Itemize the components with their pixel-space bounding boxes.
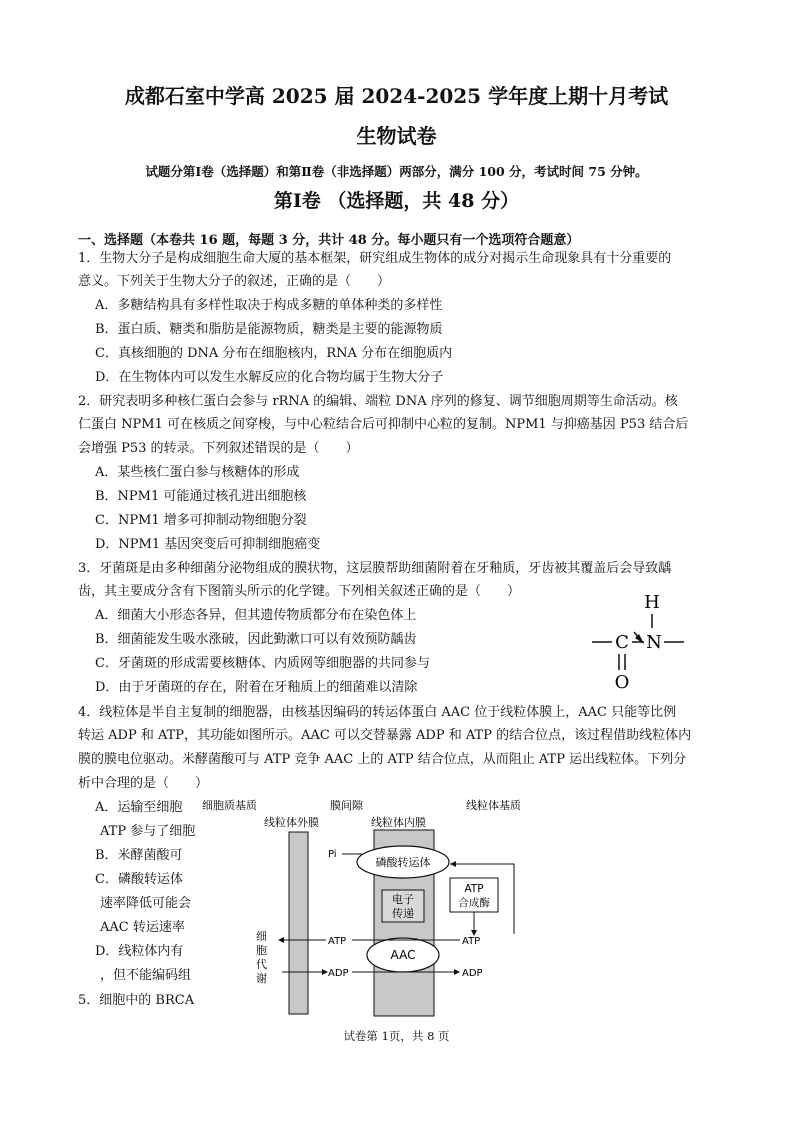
q1-stem-line-1: 1．生物大分子是构成细胞生命大厦的基本框架，研究组成生物体的成分对揭示生命现象具有十分重要的 (78, 251, 672, 266)
label-atp-in: ATP (462, 936, 481, 947)
q3-option-d: D．由于牙菌斑的存在，附着在牙釉质上的细菌难以清除 (95, 680, 418, 695)
label-metabolism-4: 谢 (256, 972, 267, 985)
q4-option-c: C．磷酸转运体 (95, 872, 183, 887)
label-electron-1: 电子 (392, 893, 414, 906)
q4-stem-line-3: 膜的膜电位驱动。米酵菌酸可与 ATP 竞争 AAC 上的 ATP 结合位点，从而阻止 ATP 运出线粒体。下列分 (78, 752, 687, 767)
q4-option-c-cont-1: 速率降低可能会 (100, 896, 192, 911)
q2-stem-line-2: 仁蛋白 NPM1 可在核质之间穿梭，与中心粒结合后可抑制中心粒的复制。NPM1 与抑癌基因 P53 结合后 (78, 417, 689, 432)
q5-stem: 5．细胞中的 BRCA (78, 993, 195, 1008)
q3-option-a: A．细菌大小形态各异，但其遗传物质都分布在染色体上 (95, 608, 417, 623)
outer-membrane (289, 832, 308, 1014)
q4-option-b: B．米酵菌酸可 (95, 848, 183, 863)
label-adp-in: ADP (462, 968, 483, 979)
label-inner-membrane: 线粒体内膜 (371, 816, 426, 829)
mitochondria-diagram (198, 796, 538, 1020)
exam-title: 成都石室中学高 2025 届 2024-2025 学年度上期十月考试 (124, 84, 669, 108)
label-metabolism-3: 代 (256, 958, 267, 971)
label-outer-membrane: 线粒体外膜 (264, 816, 319, 829)
q2-stem-line-3: 会增强 P53 的转录。下列叙述错误的是（ ） (78, 441, 359, 456)
q3-option-c: C．牙菌斑的形成需要核糖体、内质网等细胞器的共同参与 (95, 656, 430, 671)
section-heading: 一、选择题（本卷共 16 题，每题 3 分，共计 48 分。每小题只有一个选项符合题意） (78, 233, 580, 248)
label-cytoplasm: 细胞质基质 (202, 799, 257, 812)
q3-stem-line-1: 3．牙菌斑是由多种细菌分泌物组成的膜状物，这层膜帮助细菌附着在牙釉质，牙齿被其覆盖后会导致龋 (78, 561, 672, 576)
page-footer: 试卷第 1页，共 8 页 (343, 1029, 450, 1043)
q4-option-d: D．线粒体内有 (95, 944, 184, 959)
peptide-bond-formula (588, 590, 708, 694)
label-atp-out: ATP (328, 936, 347, 947)
formula-c: C (615, 632, 629, 653)
q2-option-c: C．NPM1 增多可抑制动物细胞分裂 (95, 513, 307, 528)
label-aac: AAC (390, 948, 416, 962)
formula-n: N (646, 632, 662, 653)
label-atp-synthase-1: ATP (464, 883, 484, 895)
label-matrix: 线粒体基质 (466, 799, 521, 812)
q1-option-c: C．真核细胞的 DNA 分布在细胞核内，RNA 分布在细胞质内 (95, 346, 453, 361)
q4-stem-line-2: 转运 ADP 和 ATP，其功能如图所示。AAC 可以交替暴露 ADP 和 ATP 的结合位点，该过程借助线粒体内 (78, 728, 692, 743)
q3-stem-line-2: 齿，其主要成分含有下图箭头所示的化学键。下列相关叙述正确的是（ ） (78, 584, 521, 599)
exam-note: 试题分第Ⅰ卷（选择题）和第Ⅱ卷（非选择题）两部分，满分 100 分，考试时间 75 分钟。 (145, 164, 648, 179)
q4-stem-line-1: 4．线粒体是半自主复制的细胞器，由核基因编码的转运体蛋白 AAC 位于线粒体膜上，AAC 只能等比例 (78, 705, 677, 720)
formula-o: O (614, 672, 630, 693)
formula-h: H (644, 592, 660, 613)
q1-option-b: B．蛋白质、糖类和脂肪是能源物质，糖类是主要的能源物质 (95, 322, 443, 337)
label-phosphate-transporter: 磷酸转运体 (375, 856, 431, 869)
q2-option-b: B．NPM1 可能通过核孔进出细胞核 (95, 489, 307, 504)
q3-option-b: B．细菌能发生吸水涨破，因此勤漱口可以有效预防龋齿 (95, 632, 417, 647)
q4-option-d-cont: ，但不能编码组 (100, 968, 192, 983)
label-metabolism-1: 细 (256, 930, 267, 943)
q1-option-d: D．在生物体内可以发生水解反应的化合物均属于生物大分子 (95, 370, 444, 385)
label-intermembrane: 膜间隙 (330, 799, 363, 812)
q4-option-a: A．运输至细胞 (95, 800, 183, 815)
label-pi: Pi (328, 849, 337, 860)
label-metabolism-2: 胞 (256, 944, 267, 957)
label-electron-2: 传递 (392, 907, 414, 920)
q2-stem-line-1: 2．研究表明多种核仁蛋白会参与 rRNA 的编辑、端粒 DNA 序列的修复、调节细胞周期等生命活动。核 (78, 394, 678, 409)
q2-option-a: A．某些核仁蛋白参与核糖体的形成 (95, 465, 300, 480)
q1-stem-line-2: 意义。下列关于生物大分子的叙述，正确的是（ ） (78, 274, 391, 289)
q4-option-c-cont-2: AAC 转运速率 (100, 920, 185, 935)
subject-title: 生物试卷 (356, 124, 437, 148)
q4-stem-line-4: 析中合理的是（ ） (78, 776, 209, 791)
q2-option-d: D．NPM1 基因突变后可抑制细胞癌变 (95, 537, 321, 552)
label-atp-synthase-2: 合成酶 (458, 897, 490, 909)
q4-option-a-cont: ATP 参与了细胞 (100, 824, 196, 839)
q1-option-a: A．多糖结构具有多样性取决于构成多糖的单体种类的多样性 (95, 298, 443, 313)
label-adp-out: ADP (328, 968, 349, 979)
volume-title: 第Ⅰ卷 （选择题，共 48 分） (273, 190, 520, 212)
